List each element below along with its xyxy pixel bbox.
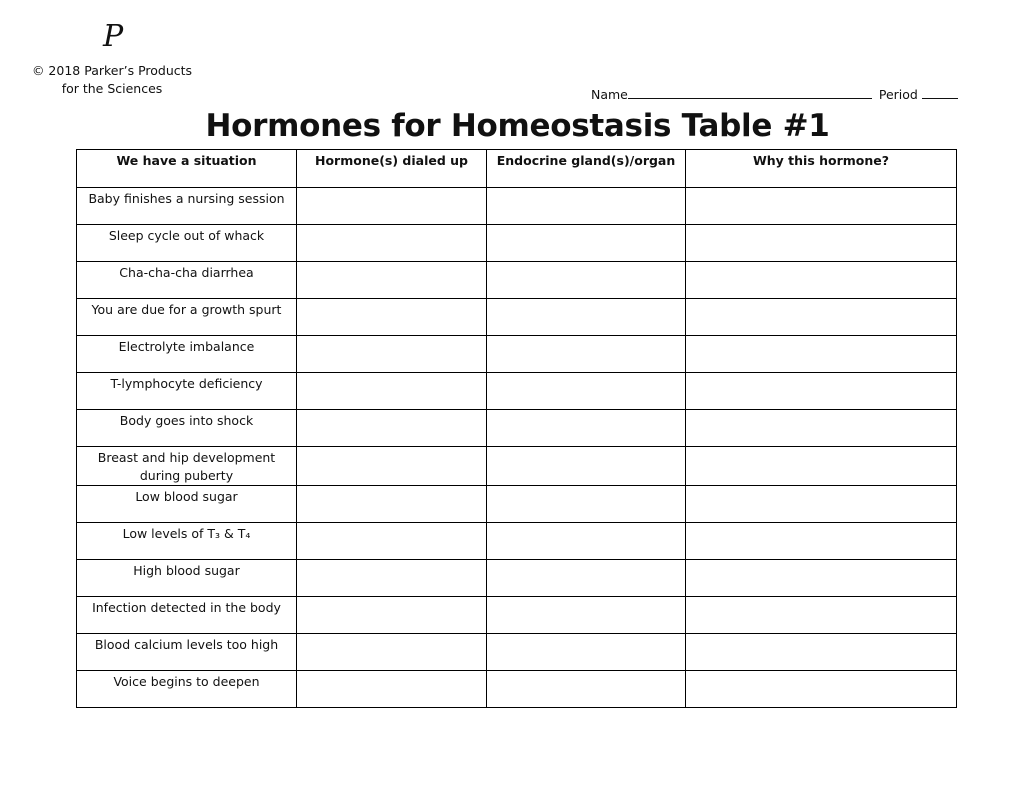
table-row [77,299,957,336]
hormone-cell[interactable] [297,634,487,671]
reason-cell[interactable] [686,523,957,560]
gland-cell[interactable] [487,336,686,373]
reason-cell[interactable] [686,225,957,262]
gland-cell[interactable] [487,262,686,299]
gland-cell[interactable] [487,671,686,708]
situation-cell: Low blood sugar [77,486,297,523]
situation-cell: Electrolyte imbalance [77,336,297,373]
hormone-cell[interactable] [297,225,487,262]
column-header: Endocrine gland(s)/organ [487,150,686,188]
period-blank[interactable] [922,86,958,99]
situation-cell: Baby finishes a nursing session [77,188,297,225]
hormone-cell[interactable] [297,373,487,410]
table-row [77,336,957,373]
logo: P [103,19,124,54]
reason-cell[interactable] [686,447,957,486]
situation-cell: You are due for a growth spurt [77,299,297,336]
hormone-cell[interactable] [297,447,487,486]
reason-cell[interactable] [686,560,957,597]
hormone-cell[interactable] [297,299,487,336]
table-row [77,225,957,262]
name-period-line [591,86,958,102]
situation-cell: Low levels of T₃ & T₄ [77,523,297,560]
table-row [77,188,957,225]
copyright-line-1: © 2018 Parker’s Products [31,63,193,78]
gland-cell[interactable] [487,560,686,597]
situation-cell: Blood calcium levels too high [77,634,297,671]
name-blank[interactable] [628,86,872,99]
reason-cell[interactable] [686,373,957,410]
reason-cell[interactable] [686,671,957,708]
reason-cell[interactable] [686,486,957,523]
situation-cell: T-lymphocyte deficiency [77,373,297,410]
table-row [77,523,957,560]
copyright [20,62,204,98]
hormone-cell[interactable] [297,188,487,225]
table-row [77,671,957,708]
hormone-cell[interactable] [297,597,487,634]
reason-cell[interactable] [686,299,957,336]
table-row [77,410,957,447]
situation-cell: Breast and hip development during puberty [77,447,297,486]
gland-cell[interactable] [487,373,686,410]
gland-cell[interactable] [487,410,686,447]
gland-cell[interactable] [487,486,686,523]
table-row [77,262,957,299]
gland-cell[interactable] [487,225,686,262]
hormone-cell[interactable] [297,336,487,373]
table-row [77,634,957,671]
gland-cell[interactable] [487,597,686,634]
hormone-cell[interactable] [297,486,487,523]
situation-cell: Cha-cha-cha diarrhea [77,262,297,299]
column-header: Hormone(s) dialed up [297,150,487,188]
name-label: Name [591,87,628,102]
reason-cell[interactable] [686,597,957,634]
gland-cell[interactable] [487,634,686,671]
situation-cell: High blood sugar [77,560,297,597]
table-header-row [77,150,957,188]
hormone-cell[interactable] [297,262,487,299]
gland-cell[interactable] [487,299,686,336]
table-row [77,560,957,597]
period-label: Period [878,87,918,102]
hormones-table [76,149,957,708]
reason-cell[interactable] [686,262,957,299]
table-row [77,447,957,486]
hormone-cell[interactable] [297,671,487,708]
table-row [77,486,957,523]
situation-cell: Voice begins to deepen [77,671,297,708]
column-header: Why this hormone? [686,150,957,188]
situation-cell: Body goes into shock [77,410,297,447]
table-row [77,597,957,634]
situation-cell: Infection detected in the body [77,597,297,634]
situation-cell: Sleep cycle out of whack [77,225,297,262]
table-row [77,373,957,410]
reason-cell[interactable] [686,410,957,447]
gland-cell[interactable] [487,523,686,560]
hormone-cell[interactable] [297,410,487,447]
reason-cell[interactable] [686,188,957,225]
hormone-cell[interactable] [297,523,487,560]
page-title: Hormones for Homeostasis Table #1 [205,108,830,144]
gland-cell[interactable] [487,447,686,486]
column-header: We have a situation [77,150,297,188]
gland-cell[interactable] [487,188,686,225]
copyright-line-2: for the Sciences [61,81,163,96]
reason-cell[interactable] [686,336,957,373]
reason-cell[interactable] [686,634,957,671]
hormone-cell[interactable] [297,560,487,597]
